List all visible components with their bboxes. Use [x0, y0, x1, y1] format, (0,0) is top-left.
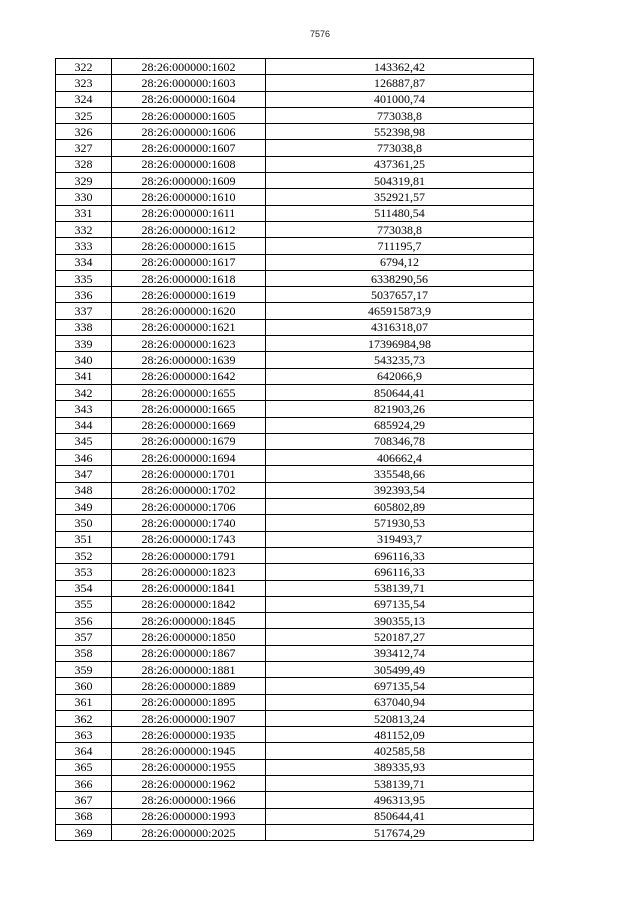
row-number-cell: 340: [56, 352, 112, 368]
row-number-cell: 331: [56, 205, 112, 221]
table-row: [56, 352, 534, 368]
cadastral-number-cell: 28:26:000000:1615: [112, 238, 266, 254]
table-row: [56, 808, 534, 824]
cadastral-number-cell: 28:26:000000:1791: [112, 547, 266, 563]
cadastral-value-cell: 17396984,98: [266, 336, 534, 352]
row-number-cell: 334: [56, 254, 112, 270]
cadastral-number-cell: 28:26:000000:1881: [112, 661, 266, 677]
row-number-cell: 363: [56, 727, 112, 743]
cadastral-number-cell: 28:26:000000:1610: [112, 189, 266, 205]
row-number-cell: 364: [56, 743, 112, 759]
cadastral-number-cell: 28:26:000000:1609: [112, 173, 266, 189]
cadastral-number-cell: 28:26:000000:1621: [112, 319, 266, 335]
cadastral-value-cell: 393412,74: [266, 645, 534, 661]
cadastral-value-cell: 392393,54: [266, 482, 534, 498]
table-row: [56, 466, 534, 482]
cadastral-value-cell: 637040,94: [266, 694, 534, 710]
cadastral-number-cell: 28:26:000000:1655: [112, 384, 266, 400]
cadastral-value-cell: 850644,41: [266, 808, 534, 824]
cadastral-value-cell: 390355,13: [266, 613, 534, 629]
cadastral-number-cell: 28:26:000000:1642: [112, 368, 266, 384]
row-number-cell: 342: [56, 384, 112, 400]
cadastral-number-cell: 28:26:000000:1679: [112, 433, 266, 449]
row-number-cell: 355: [56, 596, 112, 612]
cadastral-value-cell: 543235,73: [266, 352, 534, 368]
cadastral-number-cell: 28:26:000000:1743: [112, 531, 266, 547]
cadastral-value-cell: 406662,4: [266, 450, 534, 466]
cadastral-value-table: [55, 58, 534, 841]
row-number-cell: 350: [56, 515, 112, 531]
cadastral-number-cell: 28:26:000000:1605: [112, 107, 266, 123]
row-number-cell: 346: [56, 450, 112, 466]
cadastral-number-cell: 28:26:000000:1612: [112, 221, 266, 237]
row-number-cell: 347: [56, 466, 112, 482]
table-row: [56, 678, 534, 694]
row-number-cell: 356: [56, 613, 112, 629]
cadastral-number-cell: 28:26:000000:1694: [112, 450, 266, 466]
cadastral-value-cell: 6338290,56: [266, 270, 534, 286]
cadastral-number-cell: 28:26:000000:1945: [112, 743, 266, 759]
table-row: [56, 645, 534, 661]
row-number-cell: 339: [56, 336, 112, 352]
table-row: [56, 401, 534, 417]
row-number-cell: 323: [56, 75, 112, 91]
cadastral-number-cell: 28:26:000000:1966: [112, 792, 266, 808]
cadastral-number-cell: 28:26:000000:1618: [112, 270, 266, 286]
cadastral-value-cell: 520187,27: [266, 629, 534, 645]
table-body: [56, 59, 534, 841]
cadastral-value-cell: 143362,42: [266, 59, 534, 75]
row-number-cell: 336: [56, 287, 112, 303]
row-number-cell: 368: [56, 808, 112, 824]
cadastral-number-cell: 28:26:000000:1740: [112, 515, 266, 531]
row-number-cell: 341: [56, 368, 112, 384]
table-row: [56, 221, 534, 237]
table-row: [56, 124, 534, 140]
table-row: [56, 694, 534, 710]
row-number-cell: 348: [56, 482, 112, 498]
table-row: [56, 384, 534, 400]
cadastral-value-cell: 6794,12: [266, 254, 534, 270]
cadastral-value-cell: 504319,81: [266, 173, 534, 189]
cadastral-number-cell: 28:26:000000:1701: [112, 466, 266, 482]
cadastral-number-cell: 28:26:000000:1619: [112, 287, 266, 303]
cadastral-value-cell: 496313,95: [266, 792, 534, 808]
table-row: [56, 727, 534, 743]
table-row: [56, 759, 534, 775]
row-number-cell: 326: [56, 124, 112, 140]
cadastral-value-cell: 402585,58: [266, 743, 534, 759]
cadastral-value-cell: 126887,87: [266, 75, 534, 91]
row-number-cell: 330: [56, 189, 112, 205]
cadastral-value-cell: 319493,7: [266, 531, 534, 547]
row-number-cell: 337: [56, 303, 112, 319]
row-number-cell: 335: [56, 270, 112, 286]
table-row: [56, 531, 534, 547]
row-number-cell: 344: [56, 417, 112, 433]
table-row: [56, 710, 534, 726]
table-row: [56, 270, 534, 286]
cadastral-number-cell: 28:26:000000:1669: [112, 417, 266, 433]
cadastral-number-cell: 28:26:000000:2025: [112, 824, 266, 840]
table-row: [56, 433, 534, 449]
row-number-cell: 328: [56, 156, 112, 172]
row-number-cell: 329: [56, 173, 112, 189]
row-number-cell: 369: [56, 824, 112, 840]
cadastral-number-cell: 28:26:000000:1665: [112, 401, 266, 417]
cadastral-value-cell: 465915873,9: [266, 303, 534, 319]
cadastral-value-cell: 773038,8: [266, 221, 534, 237]
cadastral-value-cell: 642066,9: [266, 368, 534, 384]
cadastral-value-cell: 821903,26: [266, 401, 534, 417]
row-number-cell: 343: [56, 401, 112, 417]
row-number-cell: 324: [56, 91, 112, 107]
cadastral-number-cell: 28:26:000000:1620: [112, 303, 266, 319]
cadastral-number-cell: 28:26:000000:1607: [112, 140, 266, 156]
table-row: [56, 336, 534, 352]
table-row: [56, 547, 534, 563]
cadastral-value-cell: 773038,8: [266, 140, 534, 156]
table-row: [56, 75, 534, 91]
table-row: [56, 629, 534, 645]
table-row: [56, 661, 534, 677]
row-number-cell: 360: [56, 678, 112, 694]
cadastral-value-cell: 511480,54: [266, 205, 534, 221]
row-number-cell: 358: [56, 645, 112, 661]
table-row: [56, 189, 534, 205]
table-row: [56, 450, 534, 466]
cadastral-number-cell: 28:26:000000:1962: [112, 776, 266, 792]
cadastral-number-cell: 28:26:000000:1842: [112, 596, 266, 612]
table-row: [56, 368, 534, 384]
cadastral-value-cell: 773038,8: [266, 107, 534, 123]
cadastral-value-cell: 389335,93: [266, 759, 534, 775]
cadastral-number-cell: 28:26:000000:1639: [112, 352, 266, 368]
table-row: [56, 792, 534, 808]
cadastral-number-cell: 28:26:000000:1823: [112, 564, 266, 580]
table-row: [56, 238, 534, 254]
cadastral-number-cell: 28:26:000000:1706: [112, 499, 266, 515]
row-number-cell: 325: [56, 107, 112, 123]
row-number-cell: 327: [56, 140, 112, 156]
cadastral-number-cell: 28:26:000000:1845: [112, 613, 266, 629]
cadastral-number-cell: 28:26:000000:1907: [112, 710, 266, 726]
table-row: [56, 743, 534, 759]
cadastral-value-cell: 708346,78: [266, 433, 534, 449]
row-number-cell: 367: [56, 792, 112, 808]
table-row: [56, 319, 534, 335]
cadastral-value-cell: 305499,49: [266, 661, 534, 677]
cadastral-number-cell: 28:26:000000:1867: [112, 645, 266, 661]
row-number-cell: 354: [56, 580, 112, 596]
table-row: [56, 596, 534, 612]
cadastral-value-cell: 696116,33: [266, 547, 534, 563]
cadastral-value-cell: 605802,89: [266, 499, 534, 515]
row-number-cell: 353: [56, 564, 112, 580]
cadastral-number-cell: 28:26:000000:1611: [112, 205, 266, 221]
row-number-cell: 349: [56, 499, 112, 515]
table-row: [56, 776, 534, 792]
table-row: [56, 254, 534, 270]
cadastral-value-cell: 4316318,07: [266, 319, 534, 335]
cadastral-value-cell: 5037657,17: [266, 287, 534, 303]
table-row: [56, 564, 534, 580]
cadastral-value-cell: 335548,66: [266, 466, 534, 482]
row-number-cell: 362: [56, 710, 112, 726]
table-row: [56, 107, 534, 123]
cadastral-value-cell: 697135,54: [266, 678, 534, 694]
table-row: [56, 140, 534, 156]
cadastral-value-cell: 401000,74: [266, 91, 534, 107]
row-number-cell: 359: [56, 661, 112, 677]
cadastral-number-cell: 28:26:000000:1604: [112, 91, 266, 107]
row-number-cell: 366: [56, 776, 112, 792]
cadastral-value-cell: 538139,71: [266, 580, 534, 596]
table-row: [56, 482, 534, 498]
row-number-cell: 361: [56, 694, 112, 710]
row-number-cell: 338: [56, 319, 112, 335]
table-row: [56, 59, 534, 75]
cadastral-value-cell: 352921,57: [266, 189, 534, 205]
table-row: [56, 613, 534, 629]
cadastral-value-cell: 481152,09: [266, 727, 534, 743]
cadastral-number-cell: 28:26:000000:1993: [112, 808, 266, 824]
table-row: [56, 205, 534, 221]
row-number-cell: 365: [56, 759, 112, 775]
cadastral-value-cell: 696116,33: [266, 564, 534, 580]
row-number-cell: 351: [56, 531, 112, 547]
cadastral-number-cell: 28:26:000000:1617: [112, 254, 266, 270]
cadastral-value-cell: 437361,25: [266, 156, 534, 172]
cadastral-number-cell: 28:26:000000:1603: [112, 75, 266, 91]
cadastral-number-cell: 28:26:000000:1850: [112, 629, 266, 645]
table-row: [56, 580, 534, 596]
cadastral-number-cell: 28:26:000000:1602: [112, 59, 266, 75]
table-row: [56, 173, 534, 189]
row-number-cell: 345: [56, 433, 112, 449]
table-row: [56, 824, 534, 840]
cadastral-value-cell: 538139,71: [266, 776, 534, 792]
table-row: [56, 91, 534, 107]
cadastral-value-cell: 571930,53: [266, 515, 534, 531]
cadastral-number-cell: 28:26:000000:1841: [112, 580, 266, 596]
table-row: [56, 287, 534, 303]
table-row: [56, 515, 534, 531]
row-number-cell: 357: [56, 629, 112, 645]
table-row: [56, 156, 534, 172]
cadastral-value-cell: 850644,41: [266, 384, 534, 400]
cadastral-number-cell: 28:26:000000:1606: [112, 124, 266, 140]
page-number: 7576: [309, 29, 331, 39]
cadastral-value-cell: 517674,29: [266, 824, 534, 840]
cadastral-number-cell: 28:26:000000:1935: [112, 727, 266, 743]
table-row: [56, 499, 534, 515]
cadastral-number-cell: 28:26:000000:1955: [112, 759, 266, 775]
row-number-cell: 332: [56, 221, 112, 237]
table-row: [56, 417, 534, 433]
cadastral-value-cell: 552398,98: [266, 124, 534, 140]
cadastral-value-cell: 520813,24: [266, 710, 534, 726]
cadastral-value-cell: 711195,7: [266, 238, 534, 254]
row-number-cell: 352: [56, 547, 112, 563]
cadastral-number-cell: 28:26:000000:1623: [112, 336, 266, 352]
cadastral-number-cell: 28:26:000000:1895: [112, 694, 266, 710]
cadastral-number-cell: 28:26:000000:1889: [112, 678, 266, 694]
cadastral-number-cell: 28:26:000000:1608: [112, 156, 266, 172]
row-number-cell: 322: [56, 59, 112, 75]
table-row: [56, 303, 534, 319]
cadastral-value-cell: 697135,54: [266, 596, 534, 612]
cadastral-value-cell: 685924,29: [266, 417, 534, 433]
cadastral-number-cell: 28:26:000000:1702: [112, 482, 266, 498]
row-number-cell: 333: [56, 238, 112, 254]
